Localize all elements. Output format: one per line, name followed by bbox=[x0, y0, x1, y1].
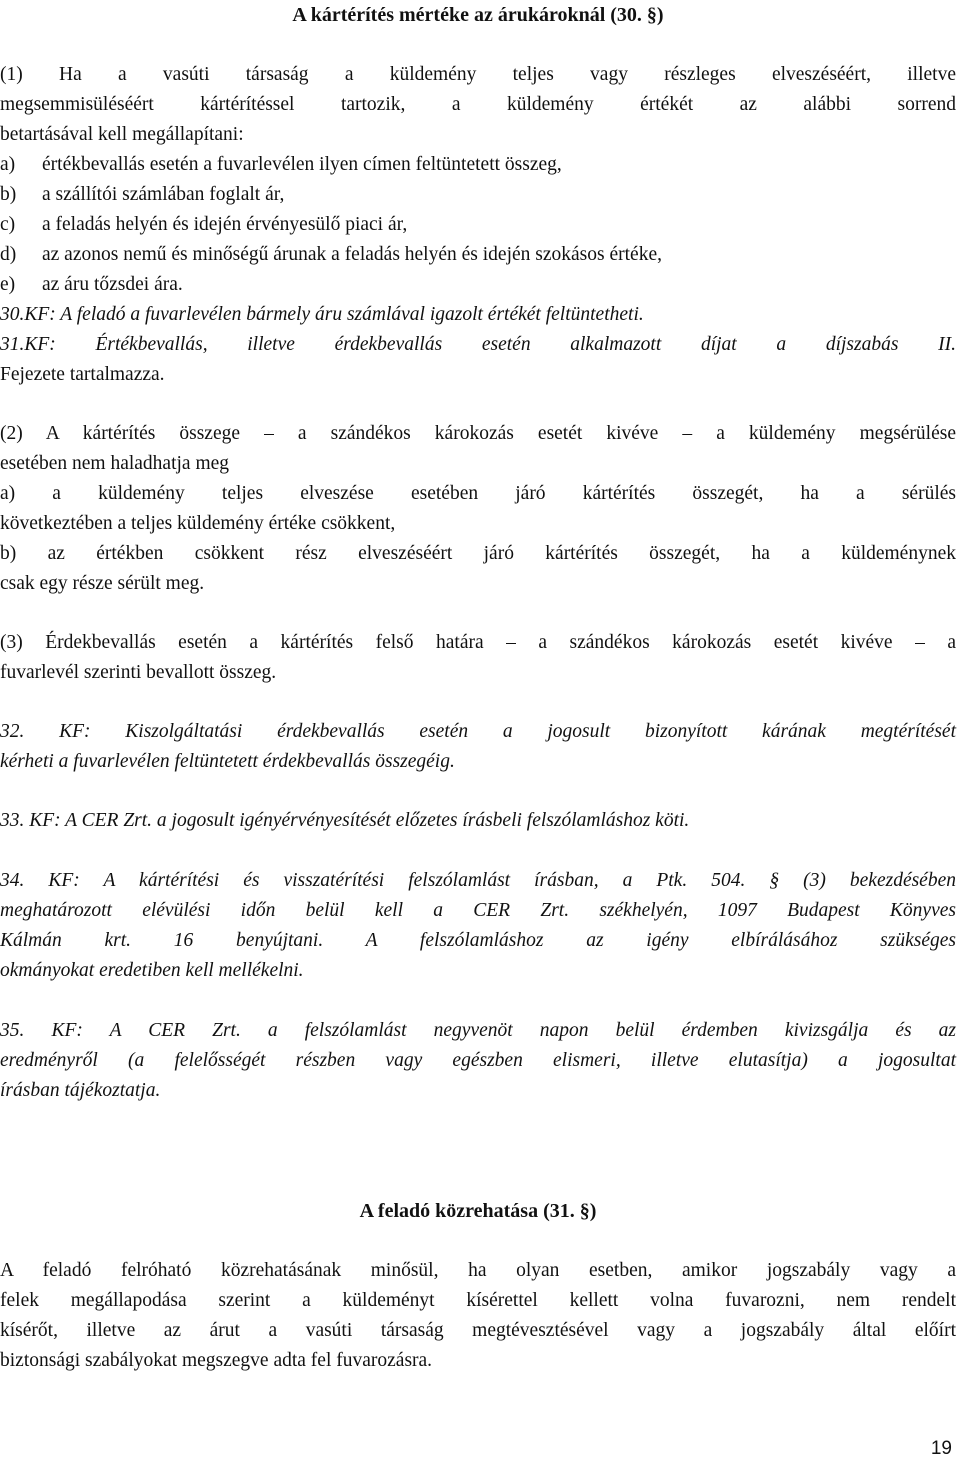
paragraph-2-line-4: következtében a teljes küldemény értéke csökkent, bbox=[0, 513, 396, 534]
kf-30-note: 30.KF: A feladó a fuvarlevélen bármely áru számlával igazolt értékét feltüntetheti. bbox=[0, 304, 644, 325]
list-item-label: b) bbox=[0, 184, 17, 205]
list-item bbox=[0, 210, 956, 240]
list-item-text: a szállítói számlában foglalt ár, bbox=[42, 184, 285, 205]
list-item-label: d) bbox=[0, 244, 17, 265]
list-item-label: a) bbox=[0, 154, 16, 175]
paragraph-1-line-1: (1) Ha a vasúti társaság a küldemény teljes vagy részleges elveszéséért, illetve bbox=[0, 64, 956, 85]
paragraph-1-line-3: betartásával kell megállapítani: bbox=[0, 124, 244, 145]
paragraph-1-line-2: megsemmisüléséért kártérítéssel tartozik, a küldemény értékét az alábbi sorrend bbox=[0, 94, 956, 115]
kf-34-note-line-1: 34. KF: A kártérítési és visszatérítési felszólamlást írásban, a Ptk. 504. § (3) bekezdésében bbox=[0, 870, 956, 891]
kf-34-note-line-4: okmányokat eredetiben kell mellékelni. bbox=[0, 960, 304, 981]
paragraph-2-line-5: b) az értékben csökkent rész elveszéséért járó kártérítés összegét, ha a küldeménynek bbox=[0, 543, 956, 564]
paragraph-2-line-2: esetében nem haladhatja meg bbox=[0, 453, 230, 474]
section-heading-31: A feladó közrehatása (31. §) bbox=[359, 1200, 597, 1222]
kf-31-note-line-1: 31.KF: Értékbevallás, illetve érdekbevallás esetén alkalmazott díjat a díjszabás II. bbox=[0, 334, 956, 355]
kf-35-note-line-1: 35. KF: A CER Zrt. a felszólamlást negyvenöt napon belül érdemben kivizsgálja és az bbox=[0, 1020, 956, 1041]
list-item-label: c) bbox=[0, 214, 16, 235]
kf-32-note-line-1: 32. KF: Kiszolgáltatási érdekbevallás esetén a jogosult bizonyított kárának megtérítését bbox=[0, 721, 956, 742]
section-heading-30: A kártérítés mértéke az árukároknál (30. §) bbox=[292, 4, 664, 26]
list-item-text: az áru tőzsdei ára. bbox=[42, 274, 183, 295]
kf-31-note-line-2: Fejezete tartalmazza. bbox=[0, 364, 165, 385]
paragraph-4-line-2: felek megállapodása szerint a küldeményt kísérettel kellett volna fuvarozni, nem rendelt bbox=[0, 1290, 956, 1311]
kf-35-note-line-2: eredményről (a felelősségét részben vagy egészben elismeri, illetve elutasítja) a jogosultat bbox=[0, 1050, 956, 1071]
paragraph-2-line-1: (2) A kártérítés összege – a szándékos károkozás esetét kivéve – a küldemény megsérülése bbox=[0, 423, 956, 444]
list-item bbox=[0, 180, 956, 210]
list-item-text: az azonos nemű és minőségű árunak a feladás helyén és idején szokásos értéke, bbox=[42, 244, 662, 265]
paragraph-2-line-3: a) a küldemény teljes elveszése esetében járó kártérítés összegét, ha a sérülés bbox=[0, 483, 956, 504]
kf-34-note-line-3: Kálmán krt. 16 benyújtani. A felszólamláshoz az igény elbírálásához szükséges bbox=[0, 930, 956, 951]
paragraph-2-line-6: csak egy része sérült meg. bbox=[0, 573, 205, 594]
paragraph-3-line-1: (3) Érdekbevallás esetén a kártérítés felső határa – a szándékos károkozás esetét kivéve – a bbox=[0, 632, 956, 653]
list-item-text: értékbevallás esetén a fuvarlevélen ilyen címen feltüntetett összeg, bbox=[42, 154, 562, 175]
kf-32-note-line-2: kérheti a fuvarlevélen feltüntetett érdekbevallás összegéig. bbox=[0, 751, 455, 772]
list-item bbox=[0, 240, 956, 270]
list-item-text: a feladás helyén és idején érvényesülő piaci ár, bbox=[42, 214, 408, 235]
paragraph-3-line-2: fuvarlevél szerinti bevallott összeg. bbox=[0, 662, 277, 683]
paragraph-4-line-4: biztonsági szabályokat megszegve adta fel fuvarozásra. bbox=[0, 1350, 433, 1371]
paragraph-4-line-1: A feladó felróható közrehatásának minősül, ha olyan esetben, amikor jogszabály vagy a bbox=[0, 1260, 956, 1281]
kf-33-note: 33. KF: A CER Zrt. a jogosult igényérvényesítését előzetes írásbeli felszólamláshoz köti. bbox=[0, 810, 690, 831]
list-item-label: e) bbox=[0, 274, 16, 295]
list-item bbox=[0, 150, 956, 180]
kf-35-note-line-3: írásban tájékoztatja. bbox=[0, 1080, 161, 1101]
list-item bbox=[0, 270, 956, 300]
kf-34-note-line-2: meghatározott elévülési időn belül kell a CER Zrt. székhelyén, 1097 Budapest Könyves bbox=[0, 900, 956, 921]
paragraph-4-line-3: kísérőt, illetve az árut a vasúti társaság megtévesztésével vagy a jogszabály által előírt bbox=[0, 1320, 956, 1341]
page-number: 19 bbox=[930, 1438, 952, 1459]
